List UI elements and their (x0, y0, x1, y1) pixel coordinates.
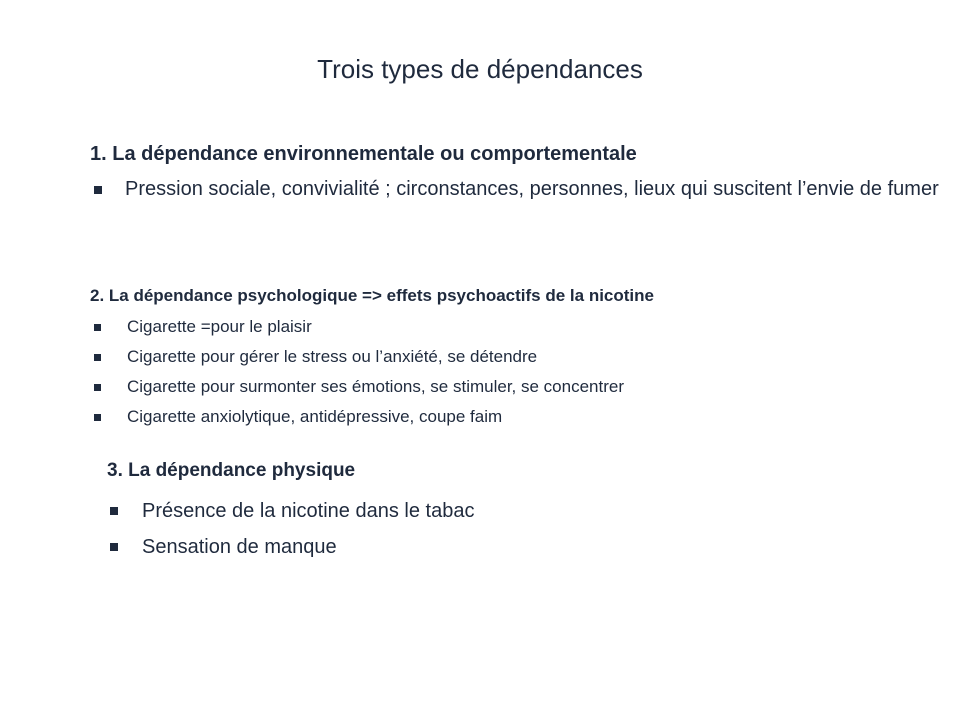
square-bullet-icon (110, 543, 118, 551)
list-item (90, 176, 940, 203)
bullet-text: Cigarette pour gérer le stress ou l’anxiété, se détendre (127, 347, 538, 366)
square-bullet-icon (94, 414, 101, 421)
section-physical-dependence (107, 457, 927, 565)
list-item (107, 493, 927, 529)
bullet-text: Cigarette =pour le plaisir (127, 317, 312, 336)
bullet-text: Cigarette pour surmonter ses émotions, se stimuler, se concentrer (127, 377, 624, 396)
section-heading: 2. La dépendance psychologique => effets psychoactifs de la nicotine (90, 286, 654, 305)
bullet-text: Pression sociale, convivialité ; circonstances, personnes, lieux qui suscitent l’envie de fumer (125, 178, 939, 200)
bullet-list (90, 176, 940, 203)
square-bullet-icon (94, 324, 101, 331)
square-bullet-icon (94, 354, 101, 361)
list-item (90, 342, 940, 372)
square-bullet-icon (94, 186, 102, 194)
list-item (90, 402, 940, 432)
square-bullet-icon (94, 384, 101, 391)
section-psychological-dependence (90, 284, 940, 432)
section-heading: 1. La dépendance environnementale ou comportementale (90, 143, 637, 165)
slide-title: Trois types de dépendances (317, 54, 643, 84)
bullet-list (107, 493, 927, 565)
section-heading: 3. La dépendance physique (107, 460, 356, 481)
bullet-list (90, 312, 940, 432)
square-bullet-icon (110, 507, 118, 515)
list-item (90, 372, 940, 402)
bullet-text: Présence de la nicotine dans le tabac (142, 500, 475, 522)
list-item (107, 529, 927, 565)
bullet-text: Sensation de manque (142, 536, 337, 558)
list-item (90, 312, 940, 342)
bullet-text: Cigarette anxiolytique, antidépressive, coupe faim (127, 407, 503, 426)
section-environmental-dependence (90, 140, 940, 203)
